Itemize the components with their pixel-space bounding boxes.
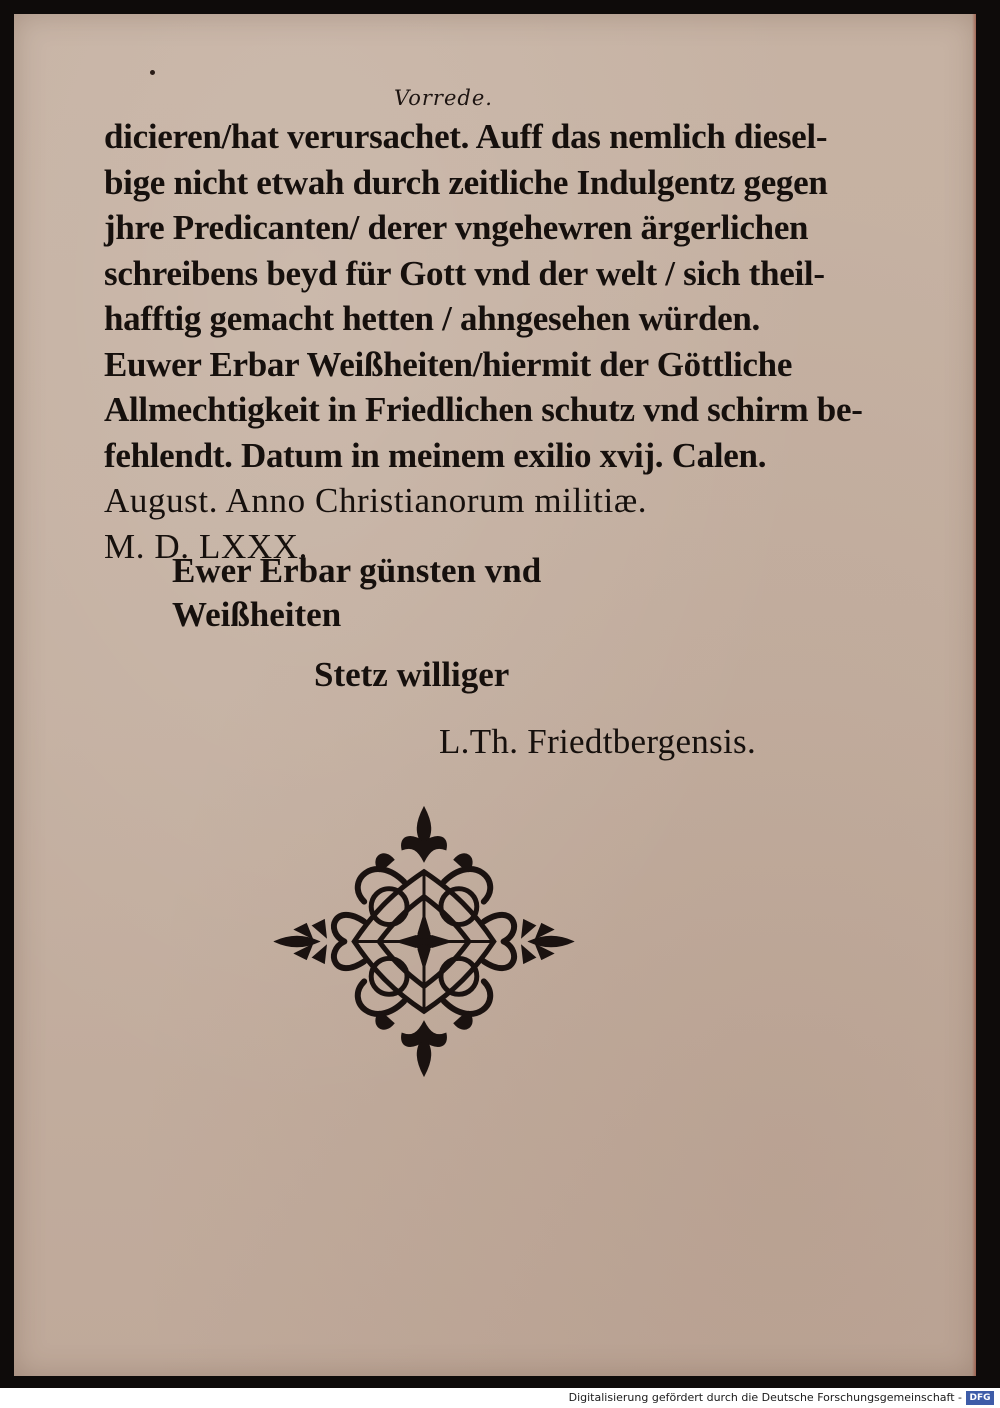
body-line: Allmechtigkeit in Friedlichen schutz vnd schirm be- xyxy=(104,390,863,429)
body-line: dicieren/hat verursachet. Auff das nemlich diesel- xyxy=(104,117,828,156)
body-line: hafftig gemacht hetten / ahngesehen würden. xyxy=(104,299,760,338)
closing-salutation-line-2: Weißheiten xyxy=(172,595,342,634)
ink-speck xyxy=(150,70,155,75)
dfg-logo-icon: DFG xyxy=(966,1391,994,1405)
body-line: Euwer Erbar Weißheiten/hiermit der Göttliche xyxy=(104,344,793,384)
body-line: bige nicht etwah durch zeitliche Indulgentz gegen xyxy=(104,162,828,202)
body-text xyxy=(104,114,863,569)
page-edge xyxy=(972,14,976,1376)
running-head: Vorrede. xyxy=(394,86,493,110)
closing-salutation-line-3: Stetz williger xyxy=(314,655,510,694)
author-signature: L.Th. Friedtbergensis. xyxy=(439,722,757,761)
body-line: M. D. LXXX. xyxy=(104,526,308,566)
body-line: schreibens beyd für Gott vnd der welt / sich theil- xyxy=(104,253,825,293)
body-line: August. Anno Christianorum militiæ. xyxy=(104,481,648,520)
body-line: jhre Predicanten/ derer vngehewren ärgerlichen xyxy=(104,208,809,247)
book-page xyxy=(14,14,976,1376)
digitization-footer xyxy=(0,1388,1000,1408)
closing-salutation-line-1: Ewer Erbar günsten vnd xyxy=(172,551,542,590)
body-line: fehlendt. Datum in meinem exilio xvij. Calen. xyxy=(104,435,767,475)
floral-ornament-icon xyxy=(269,804,579,1079)
funding-credit: Digitalisierung gefördert durch die Deutsche Forschungsgemeinschaft - xyxy=(568,1391,962,1404)
